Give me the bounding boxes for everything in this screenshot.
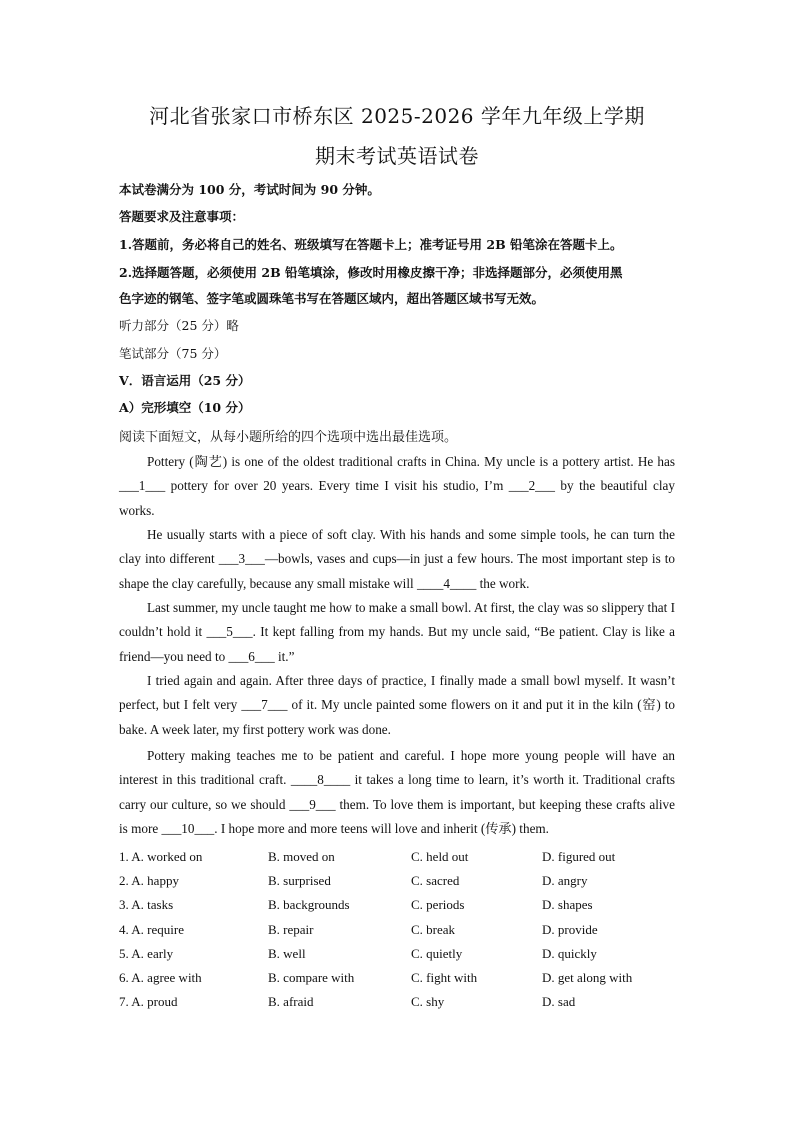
answer-options [119, 845, 679, 1014]
passage-paragraph-5: Pottery making teaches me to be patient and careful. I hope more young people will have an interest in this traditional craft. ____8____ it takes a long time to learn, it’s worth it. Traditional crafts carry our culture, so we should ___9___ them. To love them is important, but keeping these crafts alive is more ___10___. I hope more and more teens will love and inherit (传承) them. [119, 748, 675, 836]
options-row-4 [119, 918, 679, 942]
options-row-3 [119, 893, 679, 917]
exam-title-line1: 河北省张家口市桥东区 2025-2026 学年九年级上学期 [149, 104, 645, 128]
option-1d: D. figured out [542, 849, 616, 865]
option-4c: C. break [411, 921, 456, 937]
passage-paragraph-1: Pottery (陶艺) is one of the oldest traditional crafts in China. My uncle is a pottery artist. He has ___1___ pottery for over 20 years. Every time I visit his studio, I’m ___2___ by the beautiful clay works. [119, 454, 675, 518]
option-6b: B. compare with [268, 970, 355, 986]
options-row-1 [119, 845, 679, 869]
blank-5: ___5___ [206, 624, 253, 640]
options-row-6 [119, 966, 679, 990]
blank-7: ___7___ [241, 697, 288, 713]
blank-1: ___1___ [119, 478, 166, 494]
option-4b: B. repair [268, 921, 314, 937]
requirements-heading: 答题要求及注意事项： [119, 209, 245, 224]
option-3d: D. shapes [542, 897, 593, 913]
option-5a: 5. A. early [119, 945, 174, 961]
option-3c: C. periods [411, 897, 465, 913]
passage-paragraph-3: Last summer, my uncle taught me how to make a small bowl. At first, the clay was so slippery that I couldn’t hold it ___5___. It kept falling from my hands. But my uncle said, “Be patient. Clay is like a friend—you need to ___6___ it.” [119, 600, 675, 664]
option-7b: B. afraid [268, 994, 314, 1010]
option-7d: D. sad [542, 994, 576, 1010]
exam-title-line2: 期末考试英语试卷 [315, 144, 479, 168]
option-5d: D. quickly [542, 945, 597, 961]
blank-10: ___10___ [161, 820, 215, 836]
option-2c: C. sacred [411, 873, 460, 889]
blank-6: ___6___ [228, 648, 275, 664]
written-section: 笔试部分（75 分） [119, 346, 227, 361]
option-6c: C. fight with [411, 970, 478, 986]
option-1c: C. held out [411, 849, 469, 865]
requirement-2-line1: 2.选择题答题，必须使用 2B 铅笔填涂，修改时用橡皮擦干净；非选择题部分，必须使用黑 [119, 265, 623, 280]
option-1b: B. moved on [268, 849, 335, 865]
requirement-2-line2: 色字迹的钢笔、签字笔或圆珠笔书写在答题区域内，超出答题区域书写无效。 [119, 291, 545, 306]
blank-2: ___2___ [508, 478, 555, 494]
score-info: 本试卷满分为 100 分，考试时间为 90 分钟。 [119, 182, 380, 197]
option-7a: 7. A. proud [119, 994, 178, 1010]
blank-3: ___3___ [218, 551, 265, 567]
option-7c: C. shy [411, 994, 445, 1010]
blank-8: ____8____ [290, 772, 351, 788]
option-2d: D. angry [542, 873, 588, 889]
option-4d: D. provide [542, 921, 598, 937]
option-5c: C. quietly [411, 945, 463, 961]
listening-section: 听力部分（25 分）略 [119, 318, 239, 333]
passage-paragraph-4: I tried again and again. After three days of practice, I finally made a small bowl myself. It wasn’t perfect, but I felt very ___7___ of it. My uncle painted some flowers on it and put it in the kiln (窑) to bake. A week later, my first pottery work was done. [119, 673, 675, 737]
options-row-7 [119, 990, 679, 1014]
options-row-2 [119, 869, 679, 893]
option-2b: B. surprised [268, 873, 331, 889]
part-v-heading: Ⅴ．语言运用（25 分） [119, 373, 251, 388]
directions: 阅读下面短文，从每小题所给的四个选项中选出最佳选项。 [119, 430, 458, 445]
blank-4: ____4____ [416, 575, 477, 591]
option-3b: B. backgrounds [268, 897, 350, 913]
option-4a: 4. A. require [119, 921, 184, 937]
passage-paragraph-2: He usually starts with a piece of soft clay. With his hands and some simple tools, he can turn the clay into different ___3___—bowls, vases and cups—in just a few hours. The most important step is to shape the clay carefully, because any small mistake will ____4____ the work. [119, 527, 675, 591]
option-2a: 2. A. happy [119, 873, 179, 889]
options-row-5 [119, 942, 679, 966]
requirement-1: 1.答题前，务必将自己的姓名、班级填写在答题卡上；准考证号用 2B 铅笔涂在答题卡上。 [119, 237, 623, 252]
option-1a: 1. A. worked on [119, 849, 203, 865]
option-6d: D. get along with [542, 970, 633, 986]
blank-9: ___9___ [289, 796, 336, 812]
option-3a: 3. A. tasks [119, 897, 174, 913]
option-5b: B. well [268, 945, 306, 961]
option-6a: 6. A. agree with [119, 970, 202, 986]
part-a-heading: A）完形填空（10 分） [119, 400, 251, 415]
